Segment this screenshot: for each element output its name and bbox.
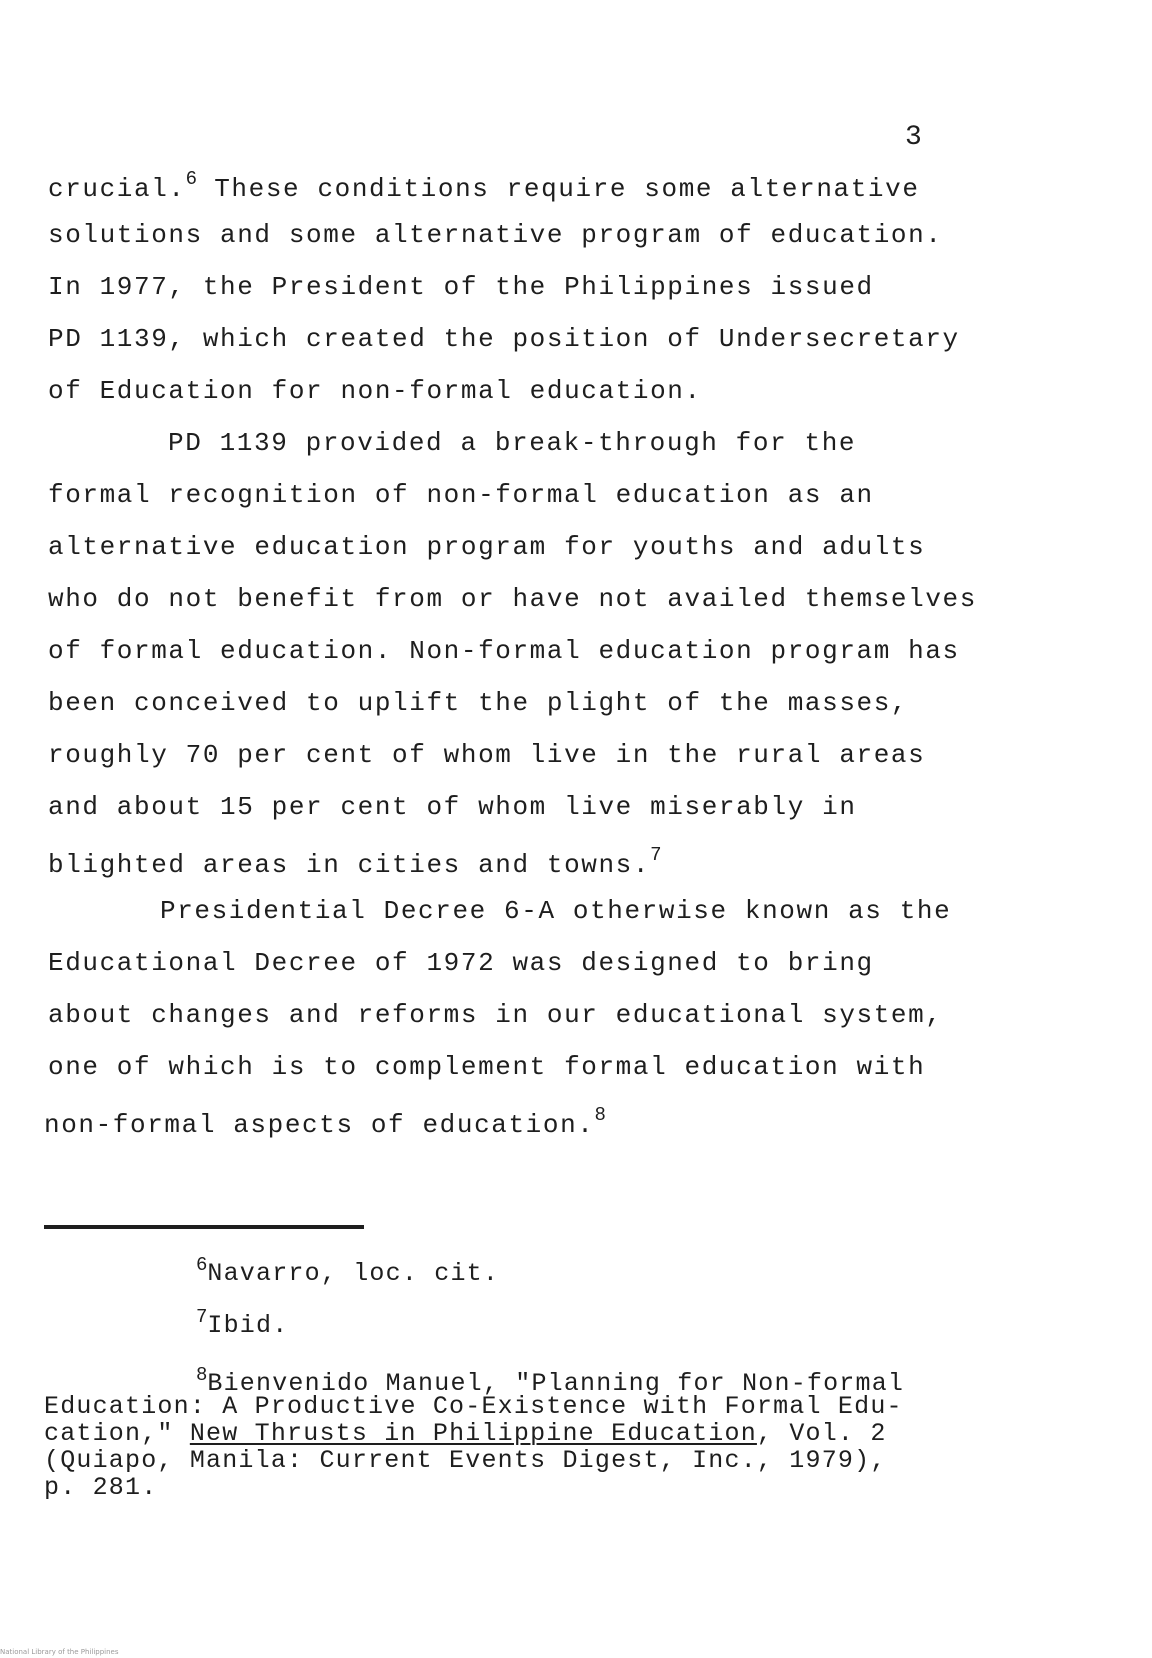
body-line: In 1977, the President of the Philippines issued <box>48 272 874 302</box>
body-text: non-formal aspects of education. <box>44 1110 595 1140</box>
scan-footer-text: National Library of the Philippines <box>0 1648 119 1656</box>
footnote-8-line: p. 281. <box>44 1473 158 1502</box>
body-line: roughly 70 per cent of whom live in the rural areas <box>48 740 926 770</box>
body-line: PD 1139, which created the position of Undersecretary <box>48 324 960 354</box>
footnote-text: Ibid. <box>207 1311 289 1340</box>
body-line: Educational Decree of 1972 was designed to bring <box>48 948 874 978</box>
footnote-8-line <box>44 1419 887 1448</box>
footnote-8-line: (Quiapo, Manila: Current Events Digest, Inc., 1979), <box>44 1446 887 1475</box>
body-line: and about 15 per cent of whom live miserably in <box>48 792 857 822</box>
body-line: about changes and reforms in our educational system, <box>48 1000 943 1030</box>
body-line: solutions and some alternative program of education. <box>48 220 943 250</box>
body-line <box>44 1104 606 1140</box>
book-title: New Thrusts in Philippine Education <box>189 1419 757 1448</box>
body-line: one of which is to complement formal education with <box>48 1052 926 1082</box>
body-line: alternative education program for youths and adults <box>48 532 926 562</box>
footnote-ref: 6 <box>185 168 198 190</box>
body-line: been conceived to uplift the plight of the masses, <box>48 688 909 718</box>
body-line <box>48 844 662 880</box>
body-text: These conditions require some alternative <box>197 174 920 204</box>
body-text: blighted areas in cities and towns. <box>48 850 651 880</box>
page-number: 3 <box>905 122 922 153</box>
footnote-text: , Vol. 2 <box>756 1419 887 1448</box>
footnote-marker: 8 <box>196 1364 208 1386</box>
body-line <box>48 168 920 204</box>
footnote-ref: 8 <box>594 1104 606 1126</box>
footnote-text: Navarro, loc. cit. <box>207 1259 500 1288</box>
body-line: formal recognition of non-formal education as an <box>48 480 874 510</box>
footnote-8-line: Education: A Productive Co-Existence with Formal Edu- <box>44 1392 903 1421</box>
footnote-7 <box>196 1306 288 1340</box>
body-line: who do not benefit from or have not availed themselves <box>48 584 977 614</box>
body-line: of formal education. Non-formal education program has <box>48 636 960 666</box>
body-line: of Education for non-formal education. <box>48 376 702 406</box>
body-text: crucial. <box>48 174 186 204</box>
footnote-6 <box>196 1254 499 1288</box>
footnote-marker: 7 <box>196 1306 208 1328</box>
footnote-ref: 7 <box>650 844 662 866</box>
footnote-marker: 6 <box>196 1254 208 1276</box>
footnote-text: Bienvenido Manuel, "Planning for Non-formal <box>207 1369 905 1398</box>
footnote-divider <box>44 1225 364 1229</box>
body-line: Presidential Decree 6-A otherwise known as the <box>160 896 952 926</box>
body-line: PD 1139 provided a break-through for the <box>168 428 857 458</box>
footnote-text: cation," <box>44 1419 190 1448</box>
